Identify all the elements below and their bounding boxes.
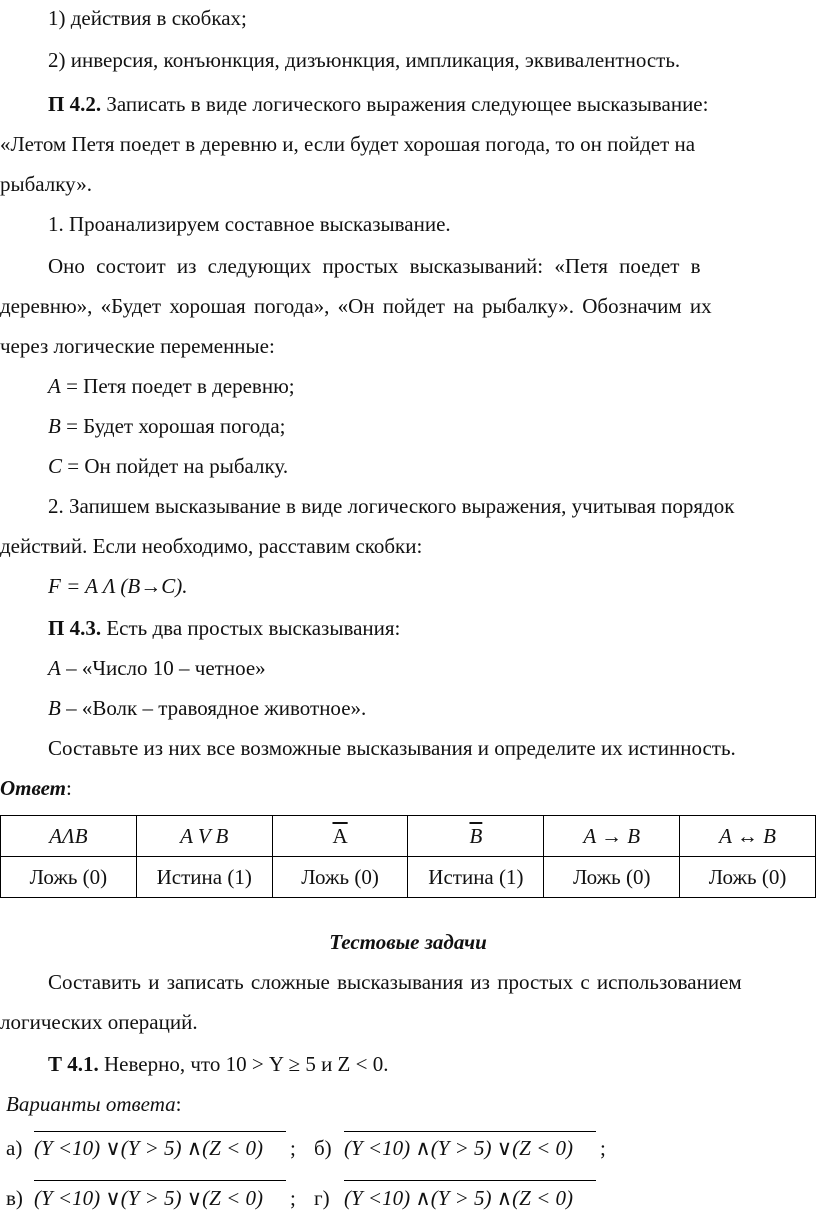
option-a-label: а) (6, 1136, 23, 1160)
p42-first-line (48, 90, 816, 118)
p42-text-3: рыбалку». (0, 172, 92, 196)
var-a-def (48, 372, 295, 400)
table-cell: Ложь (0) (1, 857, 137, 898)
option-v-semicolon: ; (290, 1186, 296, 1210)
table-cell: Ложь (0) (544, 857, 680, 898)
t41-label: Т 4.1. (48, 1052, 99, 1076)
table-row (1, 857, 816, 898)
table-cell: Ложь (0) (680, 857, 816, 898)
order-item-1: 1) действия в скобках; (48, 6, 247, 30)
header-not-a: $\overline{A}$ (332, 824, 348, 848)
answer-table (0, 815, 816, 898)
task-text: Составьте из них все возможные высказывания и определите их истинность. (48, 736, 736, 760)
var-c-symbol: C (48, 454, 63, 478)
header-cell: A ↔ B (680, 816, 816, 857)
t41-text: Неверно, что 10 > Y ≥ 5 и Z < 0. (98, 1052, 389, 1076)
statement-b-text: – «Волк – травоядное животное». (60, 696, 367, 720)
p42-text-1: Записать в виде логического выражения следующее высказывание: (101, 92, 709, 116)
variants-label: Варианты ответа (6, 1092, 176, 1116)
order-item-2: 2) инверсия, конъюнкция, дизъюнкция, импликация, эквивалентность. (48, 48, 681, 72)
header-cell (272, 816, 408, 857)
var-c-def (48, 452, 288, 480)
header-cell: A → B (544, 816, 680, 857)
option-g-negation-bar (344, 1180, 596, 1181)
var-c-text: = Он пойдет на рыбалку. (62, 454, 289, 478)
step-1-text-a: Оно состоит из следующих простых высказываний: «Петя поедет в (48, 254, 701, 278)
variants-heading (6, 1090, 181, 1118)
tests-intro-1: Составить и записать сложные высказывания из простых с использованием (48, 970, 742, 994)
formula: F = A Λ (B→C). (48, 574, 188, 598)
header-cell (408, 816, 544, 857)
p43-line (48, 614, 400, 642)
t41-line (48, 1050, 388, 1078)
answer-label: Ответ (0, 776, 67, 800)
statement-a-symbol: A (48, 656, 61, 680)
var-b-text: = Будет хорошая погода; (60, 414, 286, 438)
p42-label: П 4.2. (48, 92, 102, 116)
option-v-label: в) (6, 1186, 23, 1210)
statement-a (48, 654, 266, 682)
p43-label: П 4.3. (48, 616, 102, 640)
step-1: 1. Проанализируем составное высказывание. (48, 212, 451, 236)
option-g-formula: (Y <10) ∧(Y > 5) ∧(Z < 0) (344, 1186, 574, 1210)
header-not-b: $\overline{B}$ (469, 824, 483, 848)
statement-a-text: – «Число 10 – четное» (60, 656, 266, 680)
answer-heading (0, 774, 72, 802)
table-header-row (1, 816, 816, 857)
header-cell: A V B (136, 816, 272, 857)
var-a-text: = Петя поедет в деревню; (60, 374, 295, 398)
p42-text-2: «Летом Петя поедет в деревню и, если будет хорошая погода, то он пойдет на (0, 132, 696, 156)
option-g-label: г) (314, 1186, 330, 1210)
table-cell: Ложь (0) (272, 857, 408, 898)
option-a-semicolon: ; (290, 1136, 296, 1160)
tests-title: Тестовые задачи (329, 930, 487, 954)
option-a-negation-bar (34, 1131, 286, 1132)
option-b-label: б) (314, 1136, 332, 1160)
step-2-text-a: 2. Запишем высказывание в виде логического выражения, учитывая порядок (48, 494, 735, 518)
option-b-negation-bar (344, 1131, 596, 1132)
var-a-symbol: A (48, 374, 61, 398)
var-b-symbol: B (48, 414, 61, 438)
p43-text: Есть два простых высказывания: (101, 616, 401, 640)
table-cell: Истина (1) (136, 857, 272, 898)
answer-colon: : (66, 776, 72, 800)
step-2-text-b: действий. Если необходимо, расставим скобки: (0, 534, 423, 558)
option-v-formula: (Y <10) ∨(Y > 5) ∨(Z < 0) (34, 1186, 264, 1210)
tests-intro-2: логических операций. (0, 1010, 198, 1034)
option-a-formula: (Y <10) ∨(Y > 5) ∧(Z < 0) (34, 1136, 264, 1160)
option-b-formula: (Y <10) ∧(Y > 5) ∨(Z < 0) (344, 1136, 574, 1160)
var-b-def (48, 412, 285, 440)
header-cell: AΛB (1, 816, 137, 857)
variants-colon: : (175, 1092, 182, 1116)
step-1-text-c: через логические переменные: (0, 334, 275, 358)
option-b-semicolon: ; (600, 1136, 606, 1160)
table-cell: Истина (1) (408, 857, 544, 898)
step-1-text-b: деревню», «Будет хорошая погода», «Он пойдет на рыбалку». Обозначим их (0, 294, 712, 318)
statement-b (48, 694, 366, 722)
statement-b-symbol: B (48, 696, 61, 720)
option-v-negation-bar (34, 1180, 286, 1181)
